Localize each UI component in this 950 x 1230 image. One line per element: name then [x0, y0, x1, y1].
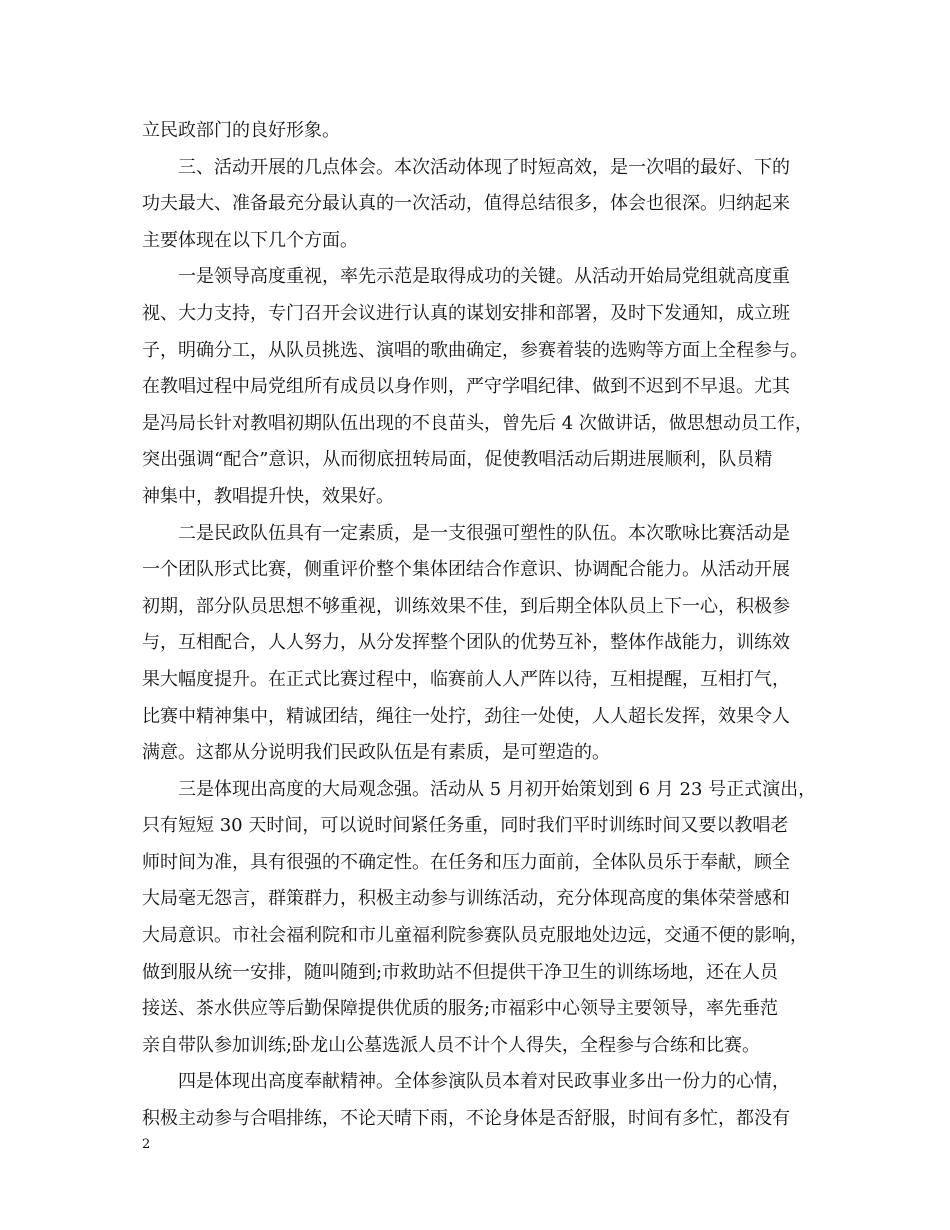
- paragraph-first-line: 二是民政队伍具有一定素质，是一支很强可塑性的队伍。本次歌咏比赛活动是: [178, 522, 790, 544]
- text-line: 师时间为准，具有很强的不确定性。在任务和压力面前，全体队员乐于奉献，顾全: [142, 851, 790, 873]
- text-line: 比赛中精神集中，精诚团结，绳往一处拧，劲往一处使，人人超长发挥，效果令人: [142, 705, 790, 727]
- text-line: 子，明确分工，从队员挑选、演唱的歌曲确定，参赛着装的选购等方面上全程参与。: [142, 339, 808, 361]
- text-line: 突出强调“配合”意识，从而彻底扭转局面，促使教唱活动后期进展顺利，队员精: [142, 449, 773, 471]
- text-line: 果大幅度提升。在正式比赛过程中，临赛前人人严阵以待，互相提醒，互相打气，: [142, 668, 790, 690]
- text-line: 功夫最大、准备最充分最认真的一次活动，值得总结很多，体会也很深。归纳起来: [142, 193, 790, 215]
- text-line: 大局意识。市社会福利院和市儿童福利院参赛队员克服地处边远，交通不便的影响，: [142, 925, 808, 947]
- text-line: 亲自带队参加训练;卧龙山公墓选派人员不计个人得失，全程参与合练和比赛。: [142, 1034, 761, 1056]
- text-line: 积极主动参与合唱排练，不论天晴下雨，不论身体是否舒服，时间有多忙，都没有: [142, 1108, 790, 1130]
- text-line: 初期，部分队员思想不够重视，训练效果不佳，到后期全体队员上下一心，积极参: [142, 595, 790, 617]
- text-line: 视、大力支持，专门召开会议进行认真的谋划安排和部署，及时下发通知，成立班: [142, 302, 790, 324]
- text-line: 立民政部门的良好形象。: [142, 120, 340, 141]
- paragraph-first-line: 四是体现出高度奉献精神。全体参演队员本着对民政事业多出一份力的心情，: [178, 1071, 790, 1093]
- text-line: 做到服从统一安排，随叫随到;市救助站不但提供干净卫生的训练场地，还在人员: [142, 961, 779, 983]
- text-line: 主要体现在以下几个方面。: [142, 229, 358, 251]
- text-line: 只有短短 30 天时间，可以说时间紧任务重，同时我们平时训练时间又要以教唱老: [142, 815, 789, 837]
- text-line: 在教唱过程中局党组所有成员以身作则，严守学唱纪律、做到不迟到不早退。尤其: [142, 376, 790, 398]
- text-line: 大局毫无怨言，群策群力，积极主动参与训练活动，充分体现高度的集体荣誉感和: [142, 888, 790, 910]
- paragraph-first-line: 三、活动开展的几点体会。本次活动体现了时短高效，是一次唱的最好、下的: [178, 156, 790, 178]
- paragraph-first-line: 一是领导高度重视，率先示范是取得成功的关键。从活动开始局党组就高度重: [178, 266, 790, 288]
- text-line: 接送、茶水供应等后勤保障提供优质的服务;市福彩中心领导主要领导，率先垂范: [142, 998, 779, 1020]
- paragraph-first-line: 三是体现出高度的大局观念强。活动从 5 月初开始策划到 6 月 23 号正式演出，: [178, 778, 817, 800]
- text-line: 是冯局长针对教唱初期队伍出现的不良苗头，曾先后 4 次做讲话，做思想动员工作，: [142, 412, 813, 434]
- text-line: 神集中，教唱提升快，效果好。: [142, 485, 394, 507]
- page-number: 2: [142, 1137, 151, 1152]
- text-line: 满意。这都从分说明我们民政队伍是有素质，是可塑造的。: [142, 742, 610, 764]
- text-line: 一个团队形式比赛，侧重评价整个集体团结合作意识、协调配合能力。从活动开展: [142, 559, 790, 581]
- document-body: [142, 113, 817, 1138]
- text-line: 与，互相配合，人人努力，从分发挥整个团队的优势互补，整体作战能力，训练效: [142, 632, 790, 654]
